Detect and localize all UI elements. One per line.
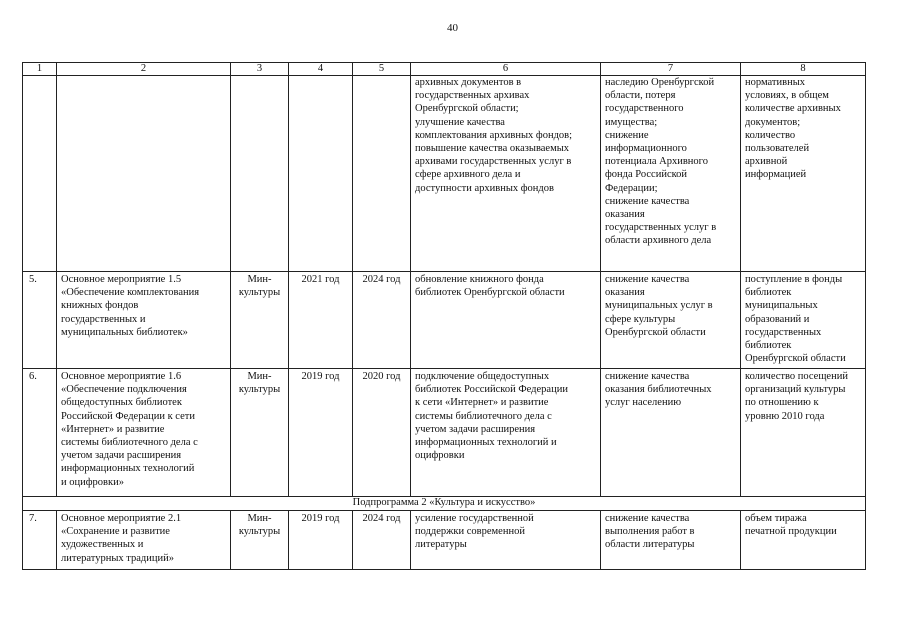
start-year: 2019 год: [289, 511, 353, 570]
indicators: поступление в фонды библиотек муниципальных образований и государственных библиотек Оренбургской области: [741, 272, 866, 369]
column-header: 7: [601, 63, 741, 76]
expected-result: архивных документов в государственных архивах Оренбургской области; улучшение качества комплектования архивных фондов; повышение качества оказываемых архивами государственных услуг в сфере архивного дела и доступности архивных фондов: [411, 76, 601, 272]
start-year: 2021 год: [289, 272, 353, 369]
column-header: 8: [741, 63, 866, 76]
executor: Мин- культуры: [231, 511, 289, 570]
activity-name: Основное мероприятие 1.6 «Обеспечение подключения общедоступных библиотек Российской Федерации к сети «Интернет» и развитие системы библиотечного дела с учетом задачи расширения информационных технологий и оцифровки»: [57, 369, 231, 497]
consequences: снижение качества оказания библиотечных услуг населению: [601, 369, 741, 497]
activity-name: Основное мероприятие 2.1 «Сохранение и развитие художественных и литературных традиций»: [57, 511, 231, 570]
end-year: 2024 год: [353, 272, 411, 369]
column-header: 5: [353, 63, 411, 76]
row-number: 6.: [23, 369, 57, 497]
table-row: [23, 511, 866, 570]
start-year: 2019 год: [289, 369, 353, 497]
start-year: [289, 76, 353, 272]
activity-name: [57, 76, 231, 272]
subprogram-row: [23, 497, 866, 511]
expected-result: подключение общедоступных библиотек Российской Федерации к сети «Интернет» и развитие системы библиотечного дела с учетом задачи расширения информационных технологий и оцифровки: [411, 369, 601, 497]
row-number: 5.: [23, 272, 57, 369]
table-row: [23, 369, 866, 497]
executor: Мин- культуры: [231, 272, 289, 369]
page-number: 40: [447, 22, 458, 34]
consequences: наследию Оренбургской области, потеря государственного имущества; снижение информационного потенциала Архивного фонда Российской Федерации; снижение качества оказания государственных услуг в области архивного дела: [601, 76, 741, 272]
indicators: нормативных условиях, в общем количестве архивных документов; количество пользователей архивной информацией: [741, 76, 866, 272]
indicators: количество посещений организаций культуры по отношению к уровню 2010 года: [741, 369, 866, 497]
table-row: [23, 76, 866, 272]
expected-result: обновление книжного фонда библиотек Оренбургской области: [411, 272, 601, 369]
subprogram-title: Подпрограмма 2 «Культура и искусство»: [23, 497, 866, 511]
activity-name: Основное мероприятие 1.5 «Обеспечение комплектования книжных фондов государственных и муниципальных библиотек»: [57, 272, 231, 369]
end-year: 2020 год: [353, 369, 411, 497]
executor: [231, 76, 289, 272]
column-header: 1: [23, 63, 57, 76]
executor: Мин- культуры: [231, 369, 289, 497]
column-header: 6: [411, 63, 601, 76]
consequences: снижение качества выполнения работ в области литературы: [601, 511, 741, 570]
expected-result: усиление государственной поддержки современной литературы: [411, 511, 601, 570]
activities-table: [22, 62, 866, 570]
column-header: 3: [231, 63, 289, 76]
end-year: [353, 76, 411, 272]
consequences: снижение качества оказания муниципальных услуг в сфере культуры Оренбургской области: [601, 272, 741, 369]
row-number: 7.: [23, 511, 57, 570]
header-row: [23, 63, 866, 76]
column-header: 2: [57, 63, 231, 76]
table-row: [23, 272, 866, 369]
indicators: объем тиража печатной продукции: [741, 511, 866, 570]
end-year: 2024 год: [353, 511, 411, 570]
row-number: [23, 76, 57, 272]
column-header: 4: [289, 63, 353, 76]
